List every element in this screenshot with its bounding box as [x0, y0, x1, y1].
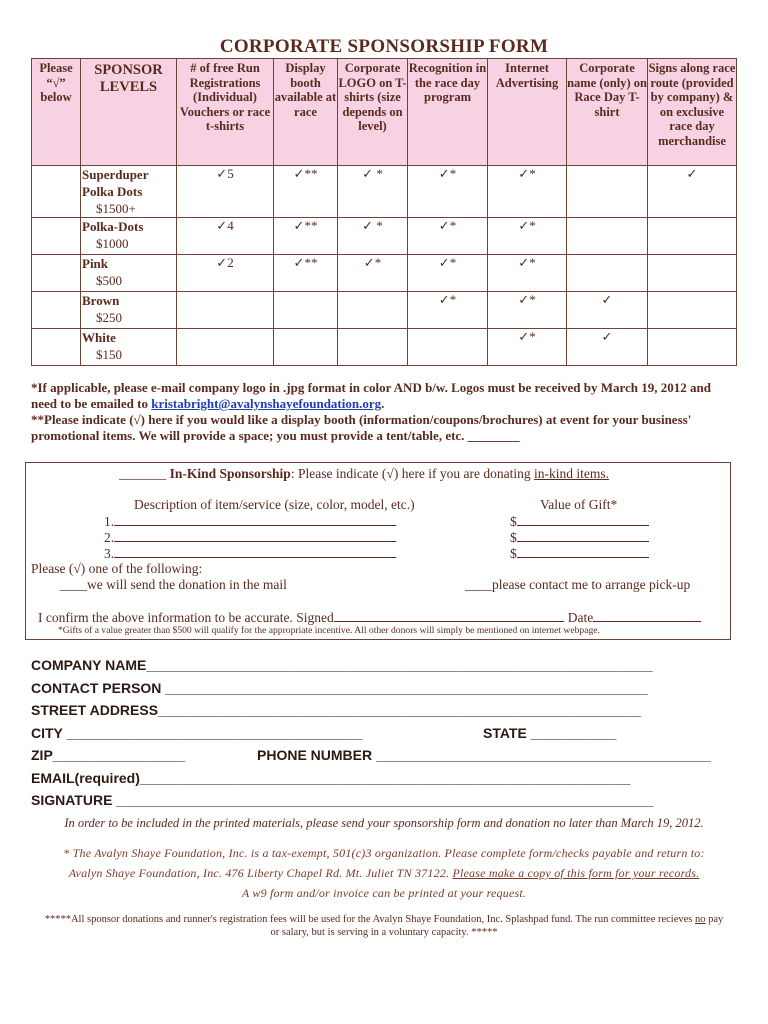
footer-note	[40, 913, 728, 939]
value-line-2	[510, 529, 649, 546]
footer-text: *****All sponsor donations and runner's registration fees will be used for the Avalyn Shaye Foundation, Inc. Splashpad fund. The run committee recieves	[44, 914, 696, 925]
tax-exempt-line: * The Avalyn Shaye Foundation, Inc. is a tax-exempt, 501(c)3 organization. Please complete form/checks payable and return to:	[63, 846, 705, 860]
logo-note-end: .	[381, 396, 385, 411]
footer-text-end: pay or salary, but is serving in a voluntary capacity. *****	[270, 914, 724, 938]
header-corporate-name-tshirt: Corporate name (only) on Race Day T-shirt	[567, 59, 648, 166]
gift-incentive-note: *Gifts of a value greater than $500 will qualify for the appropriate incentive. All other donors will simply be mentioned on internet webpage.	[58, 625, 600, 636]
zip-field[interactable]: ZIP_________________	[31, 747, 186, 763]
phone-number-field[interactable]: PHONE NUMBER ___________________________________________	[257, 747, 711, 763]
benefit-cell	[274, 329, 338, 366]
item-description-field-3[interactable]	[114, 545, 396, 558]
header-sponsor-levels: SPONSOR LEVELS	[81, 59, 177, 166]
item-value-field-3[interactable]	[517, 545, 649, 558]
in-kind-title: In-Kind Sponsorship	[169, 466, 291, 481]
benefit-cell: ✓ *	[338, 166, 408, 218]
table-header-row	[32, 59, 737, 166]
benefit-cell: ✓	[648, 166, 737, 218]
header-signs-race-route: Signs along race route (provided by company) & on exclusive race day merchandise	[648, 59, 737, 166]
logo-note-text: *If applicable, please e-mail company logo in .jpg format in color AND b/w. Logos must be received by March 19, 2012 and need to be emailed to	[31, 380, 711, 411]
logo-note	[31, 380, 736, 412]
choose-option-label: Please (√) one of the following:	[31, 561, 203, 576]
table-row	[32, 292, 737, 329]
benefit-cell	[648, 329, 737, 366]
confirm-text: I confirm the above information to be accurate. Signed	[38, 610, 334, 625]
table-row	[32, 166, 737, 218]
value-label: Value of Gift*	[540, 497, 618, 512]
header-free-registrations: # of free Run Registrations (Individual) Vouchers or race t-shirts	[177, 59, 274, 166]
select-level-checkbox[interactable]	[32, 218, 81, 255]
level-cell	[81, 255, 177, 292]
company-name-field[interactable]: COMPANY NAME_________________________________________________________________	[31, 657, 653, 673]
deadline-note: In order to be included in the printed materials, please send your sponsorship form and donation no later than March 19, 2012.	[64, 816, 704, 830]
benefit-cell	[177, 329, 274, 366]
benefit-cell: ✓*	[488, 292, 567, 329]
header-display-booth: Display booth available at race	[274, 59, 338, 166]
sponsor-levels-table	[31, 58, 737, 366]
dollar-sign: $	[510, 546, 517, 561]
header-recognition-program: Recognition in the race day program	[408, 59, 488, 166]
item-value-field-2[interactable]	[517, 529, 649, 542]
description-label: Description of item/service (size, color, model, etc.)	[134, 497, 415, 512]
benefit-cell: ✓*	[408, 218, 488, 255]
benefit-cell: ✓2	[177, 255, 274, 292]
benefit-cell	[648, 218, 737, 255]
item-line-1	[104, 513, 396, 530]
benefit-cell: ✓*	[488, 166, 567, 218]
contact-person-field[interactable]: CONTACT PERSON ______________________________________________________________	[31, 680, 649, 696]
in-kind-check-blank[interactable]: _______	[119, 466, 167, 481]
table-row	[32, 255, 737, 292]
confirm-line	[38, 609, 701, 626]
value-line-1	[510, 513, 649, 530]
item-number: 1.	[104, 514, 115, 529]
item-number: 2.	[104, 530, 115, 545]
level-name: Polka-Dots	[82, 219, 144, 234]
state-field[interactable]: STATE ___________	[483, 725, 617, 741]
benefit-cell: ✓**	[274, 255, 338, 292]
item-line-3	[104, 545, 396, 562]
benefit-cell: ✓*	[488, 329, 567, 366]
header-please-check: Please “√” below	[32, 59, 81, 166]
level-amount: $250	[96, 310, 122, 325]
benefit-cell	[274, 292, 338, 329]
benefit-cell: ✓ *	[338, 218, 408, 255]
benefit-cell: ✓	[567, 292, 648, 329]
level-name: Superduper Polka Dots	[82, 167, 149, 199]
benefit-cell: ✓*	[408, 292, 488, 329]
table-row	[32, 218, 737, 255]
footer-no: no	[695, 914, 706, 925]
signature-field[interactable]: SIGNATURE _____________________________________________________________________	[31, 792, 654, 808]
in-kind-intro: : Please indicate (√) here if you are donating	[290, 466, 535, 481]
select-level-checkbox[interactable]	[32, 255, 81, 292]
benefit-cell	[567, 218, 648, 255]
header-logo-on-tshirts: Corporate LOGO on T-shirts (size depends on level)	[338, 59, 408, 166]
level-cell	[81, 166, 177, 218]
copy-reminder: Please make a copy of this form for your records.	[452, 866, 700, 880]
benefit-cell	[648, 255, 737, 292]
value-line-3	[510, 545, 649, 562]
email-field[interactable]: EMAIL(required)_______________________________________________________________	[31, 770, 631, 786]
item-number: 3.	[104, 546, 115, 561]
signed-field[interactable]	[334, 609, 564, 622]
item-line-2	[104, 529, 396, 546]
benefit-cell: ✓*	[488, 255, 567, 292]
benefit-cell: ✓**	[274, 166, 338, 218]
benefit-cell: ✓*	[488, 218, 567, 255]
dollar-sign: $	[510, 530, 517, 545]
benefit-cell	[567, 255, 648, 292]
level-cell	[81, 292, 177, 329]
street-address-field[interactable]: STREET ADDRESS______________________________________________________________	[31, 702, 641, 718]
email-link[interactable]: kristabright@avalynshayefoundation.org	[151, 396, 382, 411]
benefit-cell	[648, 292, 737, 329]
in-kind-items-text: in-kind items.	[534, 466, 610, 481]
level-amount: $150	[96, 347, 122, 362]
header-internet-advertising: Internet Advertising	[488, 59, 567, 166]
level-cell	[81, 218, 177, 255]
select-level-checkbox[interactable]	[32, 329, 81, 366]
item-value-field-1[interactable]	[517, 513, 649, 526]
dollar-sign: $	[510, 514, 517, 529]
level-cell	[81, 329, 177, 366]
benefit-cell	[338, 329, 408, 366]
form-title: CORPORATE SPONSORSHIP FORM	[219, 36, 549, 57]
foundation-info	[20, 843, 748, 903]
mailing-address: Avalyn Shaye Foundation, Inc. 476 Liberty Chapel Rd. Mt. Juliet TN 37122.	[68, 866, 453, 880]
address-line	[20, 863, 748, 883]
benefit-cell: ✓5	[177, 166, 274, 218]
benefit-cell: ✓**	[274, 218, 338, 255]
level-name: Brown	[82, 293, 120, 308]
w9-line: A w9 form and/or invoice can be printed at your request.	[241, 886, 527, 900]
benefit-cell	[177, 292, 274, 329]
in-kind-sponsorship-box	[25, 462, 731, 640]
in-kind-heading	[119, 466, 609, 482]
item-description-field-1[interactable]	[114, 513, 396, 526]
date-label: Date	[567, 610, 594, 625]
level-name: White	[82, 330, 116, 345]
benefit-cell: ✓*	[408, 255, 488, 292]
benefit-cell	[338, 292, 408, 329]
select-level-checkbox[interactable]	[32, 166, 81, 218]
benefit-cell: ✓*	[408, 166, 488, 218]
date-field[interactable]	[593, 609, 701, 622]
benefit-cell	[567, 166, 648, 218]
benefit-cell: ✓	[567, 329, 648, 366]
option-mail[interactable]: ____we will send the donation in the mail	[60, 577, 287, 592]
select-level-checkbox[interactable]	[32, 292, 81, 329]
level-amount: $1500+	[96, 201, 136, 216]
benefit-cell	[408, 329, 488, 366]
level-amount: $500	[96, 273, 122, 288]
option-pickup[interactable]: ____please contact me to arrange pick-up	[465, 577, 691, 592]
level-amount: $1000	[96, 236, 129, 251]
item-description-field-2[interactable]	[114, 529, 396, 542]
benefit-cell: ✓*	[338, 255, 408, 292]
level-name: Pink	[82, 256, 109, 271]
benefit-cell: ✓4	[177, 218, 274, 255]
table-row	[32, 329, 737, 366]
booth-note: **Please indicate (√) here if you would like a display booth (information/coupons/brochures) at event for your business' promotional items. We will provide a space; you must provide a tent/table, etc. ________	[31, 412, 692, 443]
logo-booth-notes	[31, 380, 736, 444]
city-field[interactable]: CITY ______________________________________	[31, 725, 363, 741]
